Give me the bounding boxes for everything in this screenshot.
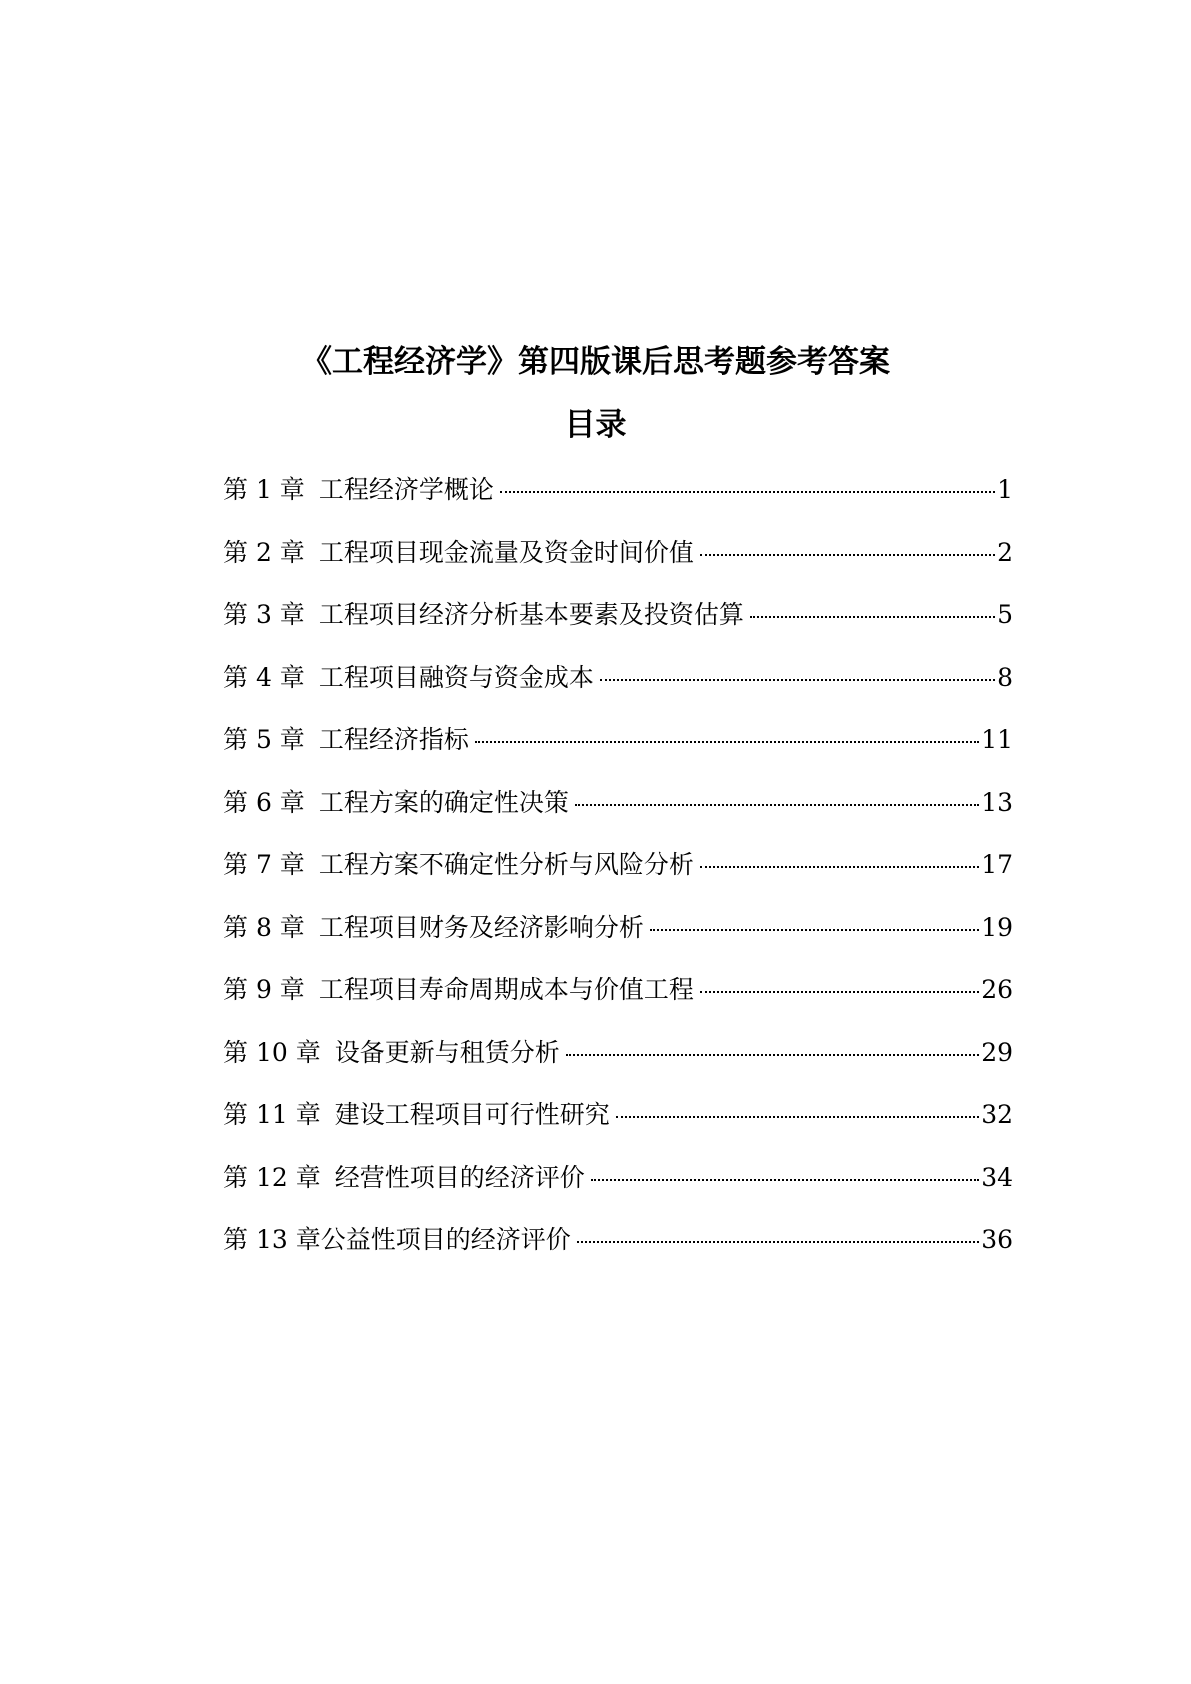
toc-chapter-number: 第 11 章 — [223, 1100, 321, 1129]
toc-entry[interactable] — [223, 473, 1013, 536]
toc-dot-leader — [700, 554, 995, 556]
toc-entry[interactable] — [223, 1036, 1013, 1099]
toc-page-number: 29 — [981, 1037, 1013, 1067]
toc-entry[interactable] — [223, 911, 1013, 974]
toc-chapter-title: 工程项目财务及经济影响分析 — [318, 912, 644, 942]
toc-entry[interactable] — [223, 598, 1013, 661]
table-of-contents — [223, 473, 1013, 1286]
toc-dot-leader — [750, 616, 995, 618]
toc-entry[interactable] — [223, 848, 1013, 911]
toc-entry[interactable] — [223, 1161, 1013, 1224]
toc-page-number: 36 — [981, 1225, 1013, 1254]
toc-chapter-number: 第 10 章 — [223, 1037, 321, 1067]
toc-heading: 目录 — [564, 407, 627, 443]
toc-dot-leader — [600, 679, 995, 681]
toc-dot-leader — [577, 1241, 979, 1243]
toc-dot-leader — [591, 1179, 979, 1181]
toc-chapter-number: 第 2 章 — [223, 537, 305, 567]
toc-page-number: 34 — [981, 1162, 1013, 1192]
document-title: 《工程经济学》第四版课后思考题参考答案 — [301, 344, 890, 380]
toc-page-number: 5 — [997, 600, 1013, 629]
toc-chapter-number: 第 8 章 — [223, 912, 305, 942]
toc-dot-leader — [575, 804, 979, 806]
toc-chapter-number: 第 1 章 — [223, 475, 305, 504]
toc-page-number: 13 — [981, 787, 1013, 817]
toc-page-number: 19 — [981, 912, 1013, 942]
toc-chapter-title: 工程方案不确定性分析与风险分析 — [318, 850, 694, 879]
toc-entry[interactable] — [223, 1223, 1013, 1286]
toc-page-number: 1 — [997, 475, 1013, 504]
toc-entry[interactable] — [223, 786, 1013, 849]
toc-chapter-title: 工程项目寿命周期成本与价值工程 — [318, 975, 694, 1004]
toc-dot-leader — [616, 1116, 979, 1118]
toc-chapter-number: 第 5 章 — [223, 725, 305, 754]
toc-page-number: 11 — [981, 725, 1013, 754]
toc-chapter-title: 工程经济学概论 — [318, 475, 494, 504]
toc-entry[interactable] — [223, 661, 1013, 724]
toc-dot-leader — [700, 991, 979, 993]
toc-dot-leader — [500, 491, 995, 493]
toc-page-number: 26 — [981, 975, 1013, 1004]
toc-chapter-title: 工程项目现金流量及资金时间价值 — [318, 537, 694, 567]
toc-page-number: 2 — [997, 537, 1013, 567]
toc-dot-leader — [475, 741, 979, 743]
toc-chapter-number: 第 13 章 — [223, 1225, 321, 1254]
toc-page-number: 8 — [997, 662, 1013, 692]
toc-chapter-title: 设备更新与租赁分析 — [334, 1037, 560, 1067]
toc-chapter-title: 工程经济指标 — [318, 725, 469, 754]
toc-chapter-title: 公益性项目的经济评价 — [320, 1225, 571, 1254]
toc-dot-leader — [566, 1054, 979, 1056]
toc-chapter-number: 第 4 章 — [223, 662, 305, 692]
toc-page-number: 32 — [981, 1100, 1013, 1129]
toc-dot-leader — [650, 929, 979, 931]
toc-page-number: 17 — [981, 850, 1013, 879]
toc-entry[interactable] — [223, 1098, 1013, 1161]
toc-chapter-number: 第 6 章 — [223, 787, 305, 817]
toc-chapter-title: 工程项目融资与资金成本 — [318, 662, 594, 692]
toc-chapter-number: 第 9 章 — [223, 975, 305, 1004]
toc-chapter-title: 经营性项目的经济评价 — [334, 1162, 585, 1192]
toc-entry[interactable] — [223, 973, 1013, 1036]
toc-chapter-title: 工程方案的确定性决策 — [318, 787, 569, 817]
toc-entry[interactable] — [223, 536, 1013, 599]
toc-entry[interactable] — [223, 723, 1013, 786]
toc-chapter-number: 第 7 章 — [223, 850, 305, 879]
toc-chapter-number: 第 3 章 — [223, 600, 305, 629]
toc-dot-leader — [700, 866, 979, 868]
toc-chapter-title: 工程项目经济分析基本要素及投资估算 — [318, 600, 744, 629]
toc-chapter-title: 建设工程项目可行性研究 — [334, 1100, 610, 1129]
toc-chapter-number: 第 12 章 — [223, 1162, 321, 1192]
